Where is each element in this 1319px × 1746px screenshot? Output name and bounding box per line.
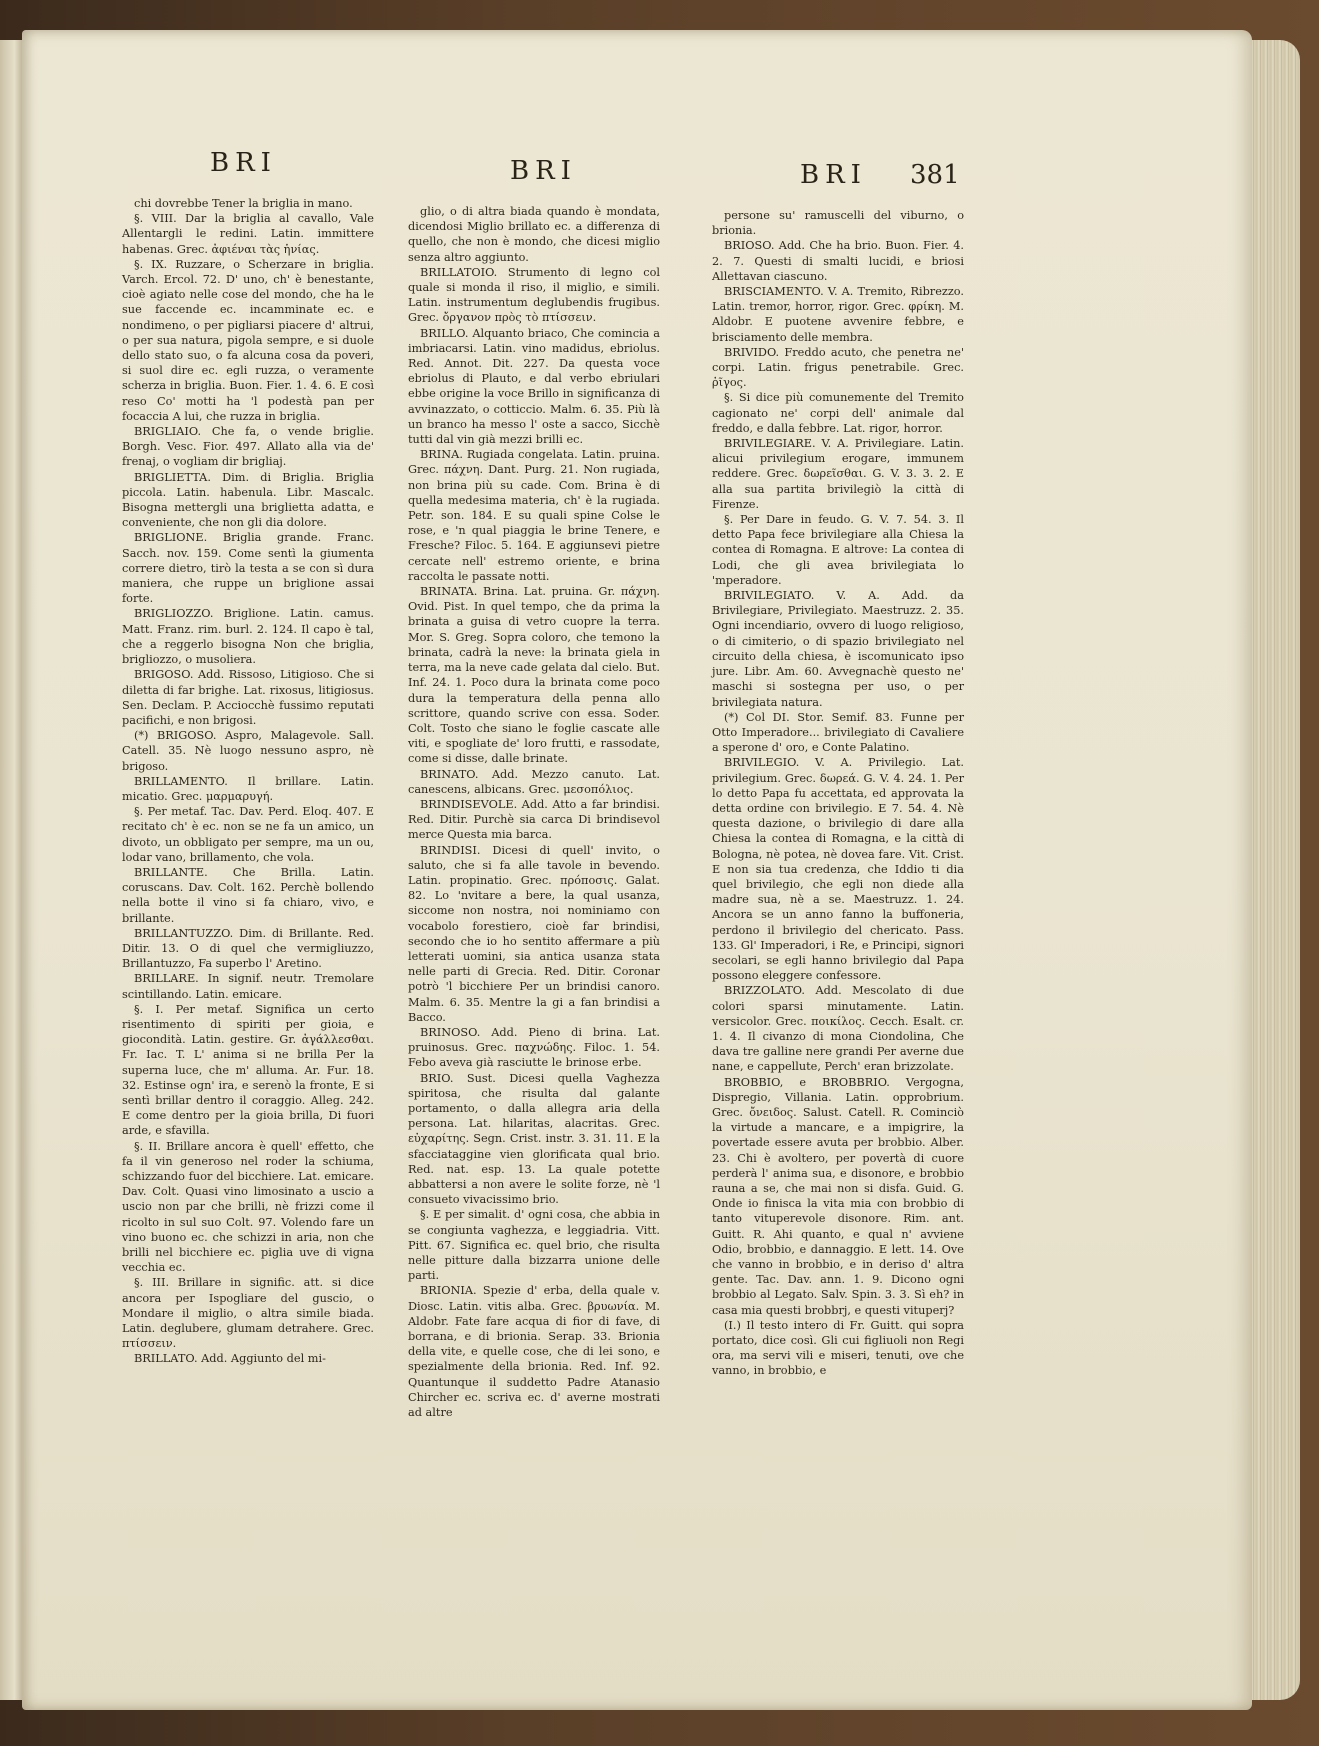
entry-paragraph: BRIVILEGIO. V. A. Privilegio. Lat. privilegium. Grec. δωρεά. G. V. 4. 24. 1. Per lo detto Papa fu accettata, ed approvata la detta ordine con brivilegio. E 7. 54. 4. Nè questa dazione, o brivilegio di dare alla Chiesa la contea di Romagna, e la città di Bologna, nè potea, nè dovea fare. Vit. Crist. E non sia tua credenza, che Iddio ti dia quel brivilegio, che egli non diede alla madre sua, nè a se. Maestruzz. 1. 24. Ancora se un anno fanno la buffoneria, perdono il brivilegio del chericato. Pass. 133. Gl' Imperadori, i Re, e Principi, signori secolari, se egli hanno brivilegio dal Papa possono eleggere confessore. bbox=[712, 756, 964, 983]
header-right-word: BRI bbox=[800, 160, 867, 190]
left-page-edge bbox=[0, 40, 24, 1700]
entry-paragraph: BRINDISEVOLE. Add. Atto a far brindisi. Red. Ditir. Purchè sia carca Di brindisevol merce Questa mia barca. bbox=[408, 797, 660, 842]
entry-paragraph: §. Per metaf. Tac. Dav. Perd. Eloq. 407. E recitato ch' è ec. non se ne fa un amico, un divoto, un obbligato per sempre, ma un ou, lodar vano, brillamento, che vola. bbox=[122, 805, 374, 864]
entry-paragraph: BRIGLIONE. Briglia grande. Franc. Sacch. nov. 159. Come sentì la giumenta correre dietro, tirò la testa a se con sì dura maniera, che ruppe un briglione assai forte. bbox=[122, 531, 374, 606]
entry-paragraph: (*) Col DI. Stor. Semif. 83. Funne per Otto Imperadore... brivilegiato di Cavaliere a sperone d' oro, e Conte Palatino. bbox=[712, 710, 964, 755]
entry-paragraph: §. II. Brillare ancora è quell' effetto, che fa il vin generoso nel roder la schiuma, schizzando fuor del bicchiere. Lat. emicare. Dav. Colt. Quasi vino limosinato a uscio a uscio non par che brilli, nè frizzi come il ricolto in sul suo Colt. 97. Volendo fare un vino buono ec. che schizzi in aria, non che brilli nel bicchiere ec. piglia uve di vigna vecchia ec. bbox=[122, 1139, 374, 1275]
entry-paragraph: BRINDISI. Dicesi di quell' invito, o saluto, che si fa alle tavole in bevendo. Latin. propinatio. Grec. πρόποσις. Galat. 82. Lo 'nvitare a bere, la qual usanza, siccome non nostra, noi nominiamo con vocabolo forestiero, cioè far brindisi, secondo che io ho sentito affermare a più letterati uomini, sia anticа usanza stata nelle parti di Grecia. Red. Ditir. Coronar potrò 'l bicchiere Per un brindisi canoro. Malm. 6. 35. Mentre la gi a fan brindisi a Bacco. bbox=[408, 843, 660, 1024]
entry-paragraph: BRILLATOIO. Strumento di legno col quale si monda il riso, il miglio, e simili. Latin. instrumentum deglubendis frugibus. Grec. ὄργανον πρὸς τὸ πτίσσειν. bbox=[408, 265, 660, 325]
entry-paragraph: BRILLAMENTO. Il brillare. Latin. micatio. Grec. μαρμαρυγή. bbox=[122, 774, 374, 803]
entry-paragraph: BRIGLIAIO. Che fa, o vende briglie. Borgh. Vesc. Fior. 497. Allato alla via de' frenaj, o vogliam dir brigliaj. bbox=[122, 425, 374, 469]
entry-paragraph: BRIOSO. Add. Che ha brio. Buon. Fier. 4. 2. 7. Questi di smalti lucidi, e briosi Allettavan ciascuno. bbox=[712, 239, 964, 283]
entry-paragraph: BRIVILEGIARE. V. A. Privilegiare. Latin. alicui privilegium erogare, immunem reddere. Grec. δωρεῖσθαι. G. V. 3. 3. 2. E alla sua partita brivilegiò la città di Firenze. bbox=[712, 437, 964, 511]
entry-paragraph: BRILLANTE. Che Brilla. Latin. coruscans. Dav. Colt. 162. Perchè bollendo nella botte il vino si fa chiaro, vivo, e brillante. bbox=[122, 865, 374, 925]
entry-paragraph: BRILLARE. In signif. neutr. Tremolare scintillando. Latin. emicare. bbox=[122, 972, 374, 1001]
header-center-word: BRI bbox=[510, 156, 577, 186]
entry-paragraph: BRIONIA. Spezie d' erba, della quale v. Diosc. Latin. vitis alba. Grec. βρυωνία. M. Aldobr. Fate fare acqua di fior di fave, di borrana, e di brionia. Serap. 33. Brionia della vite, e quelle cose, che di lei sono, e spezialmente della brionia. Red. Inf. 92. Quantunque il suddetto Padre Atanasio Chircher ec. scriva ec. d' averne mostrati ad altre bbox=[408, 1284, 660, 1420]
entry-paragraph: BRIGLIETTA. Dim. di Briglia. Briglia piccola. Latin. habenula. Libr. Mascalc. Bisogna mettergli una briglietta adatta, e conveniente, che non gli dia dolore. bbox=[122, 470, 374, 530]
entry-paragraph: BRINOSO. Add. Pieno di brina. Lat. pruinosus. Grec. παχνώδης. Filoc. 1. 54. Febo aveva già rasciutte le brinose erbe. bbox=[408, 1025, 660, 1070]
entry-paragraph: §. VIII. Dar la briglia al cavallo, Vale Allentargli le redini. Latin. immittere habenas. Grec. ἀφιέναι τὰς ἡνίας. bbox=[122, 212, 374, 256]
entry-paragraph: BRISCIAMENTO. V. A. Tremito, Ribrezzo. Latin. tremor, horror, rigor. Grec. φρίκη. M. Aldobr. E puotene avvenire febbre, e brisciamento delle membra. bbox=[712, 285, 964, 344]
entry-paragraph: glio, o di altra biada quando è mondata, dicendosi Miglio brillato ec. a differenza di quello, che non è mondo, che dicesi miglio senza altro aggiunto. bbox=[408, 205, 660, 264]
entry-paragraph: (I.) Il testo intero di Fr. Guitt. qui sopra portato, dice così. Gli cui figliuoli non Regi ora, ma servi vili e miseri, tenuti, ove che vanno, in brobbio, e bbox=[712, 1318, 964, 1378]
entry-paragraph: BRILLO. Alquanto briaco, Che comincia a imbriacarsi. Latin. vino madidus, ebriolus. Red. Annot. Dit. 227. Da questa voce ebriolus di Plauto, e dal verbo ebriulari ebbe origine la voce Brillo in significanza di avvinazzato, o cotticcio. Malm. 6. 35. Più là un branco ha messo l' oste a sacco, Sicchè tutti dal vin già mezzi brilli ec. bbox=[408, 326, 660, 447]
entry-paragraph: BRIVILEGIATO. V. A. Add. da Brivilegiare, Privilegiato. Maestruzz. 2. 35. Ogni incendiario, ovvero di luogo religioso, o di cimiterio, o di spazio brivilegiato nel circuito della chiesa, è iscomunicato ipso jure. Libr. Am. 60. Avvegnachè questo ne' maschi si sostegna per uso, o per brivilegiata natura. bbox=[712, 589, 964, 709]
header-left-word: BRI bbox=[210, 148, 277, 178]
entry-paragraph: §. I. Per metaf. Significa un certo risentimento di spiriti per gioia, e giocondità. Latin. gestire. Gr. ἀγάλλεσθαι. Fr. Iac. T. L' anima si ne brilla Per la superna luce, che m' alluma. Ar. Fur. 18. 32. Estinse ogn' ira, e serenò la fronte, E si sentì brillar dentro il coraggio. Alleg. 242. E come dentro per la gioia brilla, Di fuori arde, e sfavilla. bbox=[122, 1002, 374, 1138]
entry-paragraph: §. Si dice più comunemente del Tremito cagionato ne' corpi dell' animale dal freddo, e dalla febbre. Lat. rigor, horror. bbox=[712, 391, 964, 435]
entry-paragraph: §. III. Brillare in signific. att. si dice ancora per Ispogliare del guscio, o Mondare il miglio, o altra simile biada. Latin. deglubere, glumam detrahere. Grec. πτίσσειν. bbox=[122, 1276, 374, 1351]
running-header bbox=[120, 148, 980, 198]
entry-paragraph: BRIO. Sust. Dicesi quella Vaghezza spiritosa, che risulta dal galante portamento, o dalla allegra aria della persona. Lat. hilaritas, alacritas. Grec. εὐχαρίτης. Segn. Crist. instr. 3. 31. 11. E la sfacciataggine vien glorificata qual brio. Red. nat. esp. 13. La quale potette abbattersi a non avere le solite forze, nè 'l consueto vivacissimo brio. bbox=[408, 1071, 660, 1207]
entry-paragraph: BRIZZOLATO. Add. Mescolato di due colori sparsi minutamente. Latin. versicolor. Grec. ποικίλος. Cecch. Esalt. cr. 1. 4. Il civanzo di mona Ciondolina, Che dava tre galline nere grandi Per averne due nane, e cappellute, Perch' eran brizzolate. bbox=[712, 984, 964, 1074]
entry-paragraph: chi dovrebbe Tener la briglia in mano. bbox=[134, 197, 353, 210]
entry-paragraph: BRILLANTUZZO. Dim. di Brillante. Red. Ditir. 13. O di quel che vermigliuzzo, Brillantuzzo, Fa superbo l' Aretino. bbox=[122, 926, 374, 971]
entry-paragraph: BRINATO. Add. Mezzo canuto. Lat. canescens, albicans. Grec. μεσοπόλιος. bbox=[408, 767, 660, 796]
entry-paragraph: BRIGLIOZZO. Briglione. Latin. camus. Matt. Franz. rim. burl. 2. 124. Il capo è tal, che a reggerlo bisogna Non che briglia, brigliozzo, o musoliera. bbox=[122, 607, 374, 667]
entry-paragraph: persone su' ramuscelli del viburno, o brionia. bbox=[712, 209, 964, 238]
entry-paragraph: BROBBIO, e BROBBRIO. Vergogna, Dispregio, Villania. Latin. opprobrium. Grec. ὄνειδος. Salust. Catell. R. Cominciò la virtude a mancare, e a impigrire, la povertade essere avuta per brobbio. Alber. 23. Chi è avoltero, per povertà di cuore perderà l' anima sua, e disonore, e brobbio rauna a se, che mai non si disfa. Guid. G. Onde io finisca la vita mia con brobbio di tanto vituperevole disonore. Rim. ant. Guitt. R. Ahi quanto, e qual n' avviene Odio, brobbio, e dannaggio. E lett. 14. Ove che vanno in brobbio, e in derisо d' altra gente. Tac. Dav. ann. 1. 9. Dicono ogni brobbio al Legato. Salv. Spin. 3. 3. Sì eh? in casa mia questi brobbrj, e questi vituperj? bbox=[712, 1075, 964, 1317]
page-number: 381 bbox=[910, 160, 960, 190]
entry-paragraph: §. Per Dare in feudo. G. V. 7. 54. 3. Il detto Papa fece brivilegiare alla Chiesa la contea di Romagna. E altrove: La contea di Lodi, che gli avea brivilegiata lo 'mperadore. bbox=[712, 513, 964, 587]
entry-paragraph: BRINA. Rugiada congelata. Latin. pruina. Grec. πάχνη. Dant. Purg. 21. Non rugiada, non brina più su cade. Com. Brina è di quella medesima materia, ch' è la rugiada. Petr. son. 184. E su quali spine Colse le rose, e 'n qual piaggia le brine Tenere, e Fresche? Filoc. 5. 164. E aggiunsevi pietre cercate nell' estremo oriente, e brina raccolta le passate notti. bbox=[408, 448, 660, 583]
column-3 bbox=[712, 208, 964, 1398]
entry-paragraph: BRILLATO. Add. Aggiunto del mi- bbox=[134, 1352, 326, 1366]
entry-paragraph: §. IX. Ruzzare, o Scherzare in briglia. Varch. Ercol. 72. D' uno, ch' è benestante, cioè agiato nelle cose del mondo, che ha le sue faccende ec. incamminate ec. e nondimeno, o per pigliarsi piacere d' altrui, o per sua natura, pigola sempre, e si duole dello stato suo, o fa alcuna cosa da poveri, si suol dire ec. egli ruzza, o veramente scherza in briglia. Buon. Fier. 1. 4. 6. E così reso Co' motti ha 'l podestà pan per focaccia A lui, che ruzza in briglia. bbox=[122, 257, 374, 423]
entry-paragraph: BRINATA. Brina. Lat. pruina. Gr. πάχνη. Ovid. Pist. In quel tempo, che da prima la brinata a guisa di vetro cuopre la terra. Mor. S. Greg. Sopra coloro, che temono la brinata, cadrà la neve: la brinata giela in terra, ma la neve cade gelata dal cielo. But. Inf. 24. 1. Poco dura la brinata come poco dura la temperatura della penna allo scrittore, quando scrive con essa. Soder. Colt. Tosto che siano le foglie cascate alle viti, e spogliate de' loro frutti, e rassodate, come si disse, dalle brinate. bbox=[408, 585, 660, 766]
entry-paragraph: (*) BRIGOSO. Aspro, Malagevole. Sall. Catell. 35. Nè luogo nessuno aspro, nè brigoso. bbox=[122, 729, 374, 773]
column-1 bbox=[122, 196, 374, 1386]
entry-paragraph: BRIVIDO. Freddo acuto, che penetra ne' corpi. Latin. frigus penetrabile. Grec. ῥῖγος. bbox=[712, 345, 964, 390]
column-2 bbox=[408, 204, 660, 1420]
entry-paragraph: §. E per simalit. d' ogni cosa, che abbia in se congiunta vaghezza, e leggiadria. Vitt. Pitt. 67. Significa ec. quel brio, che risulta nelle pitture dalla bizzarra unione delle parti. bbox=[408, 1208, 660, 1283]
entry-paragraph: BRIGOSO. Add. Rissoso, Litigioso. Che si diletta di far brighe. Lat. rixosus, litigiosus. Sen. Declam. P. Acciocchè fussimo reputati pacifichi, e non brigosi. bbox=[122, 668, 374, 727]
